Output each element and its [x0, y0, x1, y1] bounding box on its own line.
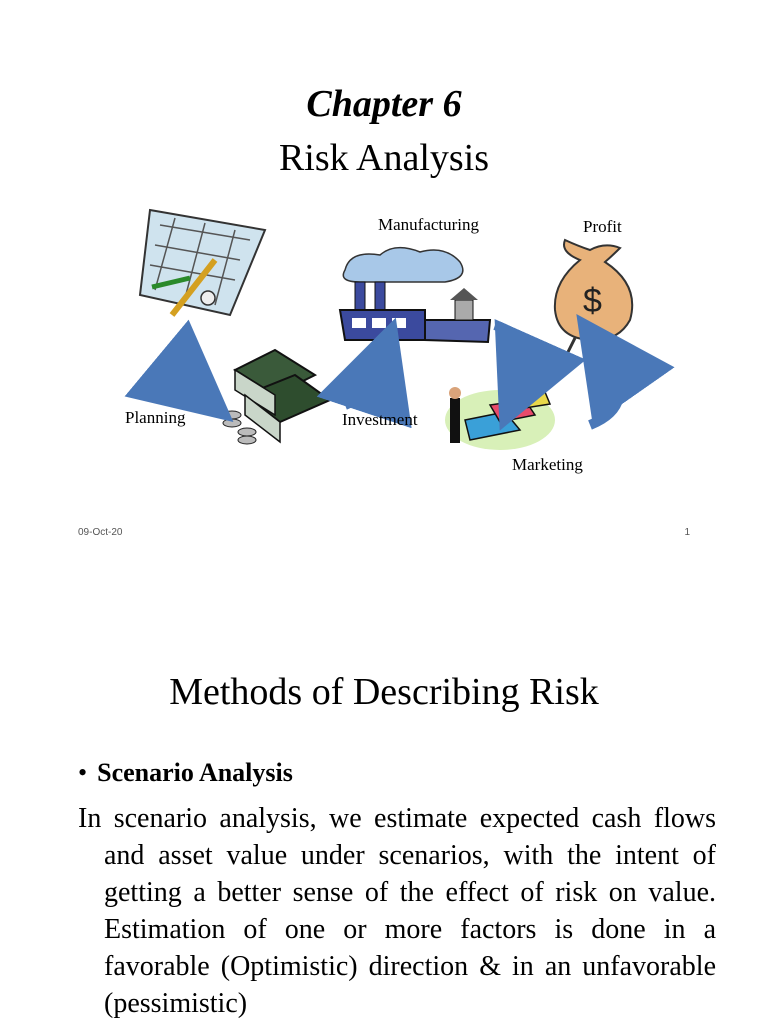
- risk-cycle-diagram: [0, 190, 768, 490]
- label-profit: Profit: [583, 217, 622, 236]
- slide-2: [0, 600, 768, 1024]
- bullet-text: Scenario Analysis: [97, 758, 293, 787]
- blueprint-icon: [140, 210, 265, 315]
- label-marketing: Marketing: [512, 455, 583, 474]
- label-investment: Investment: [342, 410, 418, 429]
- factory-icon: [340, 248, 490, 342]
- label-manufacturing: Manufacturing: [378, 215, 480, 234]
- svg-text:$: $: [583, 282, 602, 320]
- footer-date: 09-Oct-20: [78, 527, 123, 538]
- label-planning: Planning: [125, 408, 186, 427]
- body-paragraph: In scenario analysis, we estimate expected cash flows and asset value under scenarios, with the intent of getting a better sense of the effect of risk on value. Estimation of one or more factors is done in a favorable (Optimistic) direction & in an unfavorable (pessimistic): [78, 803, 716, 1019]
- bullet-symbol: •: [78, 758, 88, 787]
- page-number: 1: [684, 527, 690, 538]
- slide-title: Methods of Describing Risk: [169, 671, 599, 713]
- cars-icon: [445, 387, 555, 450]
- money-bag-icon: [555, 240, 632, 352]
- bullet-item: [78, 758, 293, 788]
- slide-title: Risk Analysis: [278, 137, 490, 179]
- chapter-heading: Chapter 6: [306, 83, 462, 125]
- money-stack-icon: [223, 350, 330, 444]
